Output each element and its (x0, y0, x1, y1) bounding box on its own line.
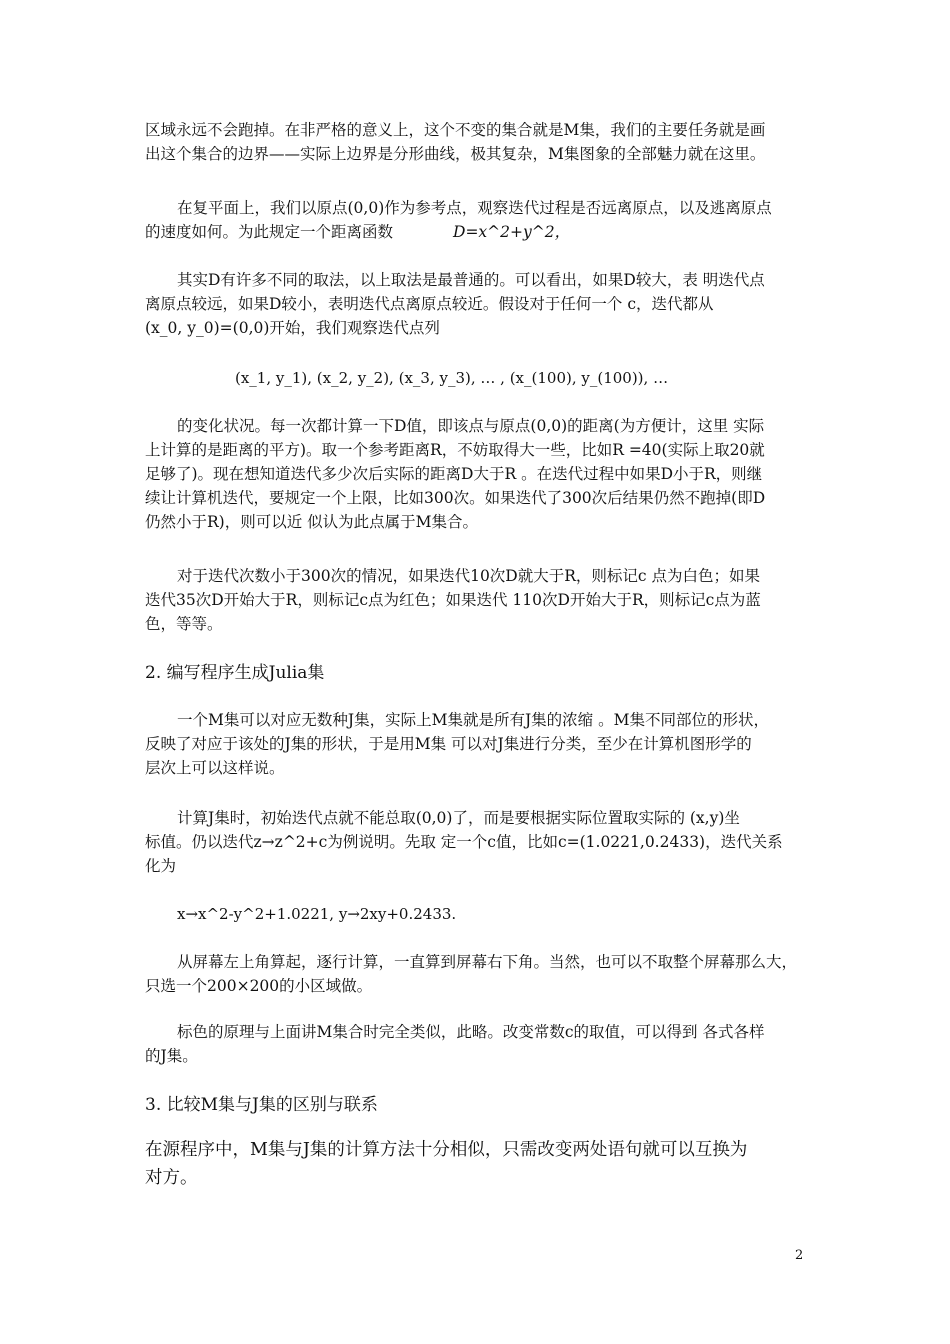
paragraph-intro (145, 118, 810, 166)
text-line: 续让计算机迭代，要规定一个上限，比如300次。如果迭代了300次后结果仍然不跑掉(即D (145, 489, 766, 507)
paragraph-distance-function (145, 196, 810, 244)
paragraph-j-coloring (145, 1020, 810, 1068)
text-line: 仍然小于R)，则可以近 似认为此点属于M集合。 (145, 513, 479, 531)
paragraph-m-and-j (145, 708, 810, 780)
text-line: 标值。仍以迭代z→z^2+c为例说明。先取 定一个c值，比如c=(1.0221,0.2433)，迭代关系 (145, 833, 783, 851)
paragraph-distance-choice (145, 268, 810, 340)
text-line: 的J集。 (145, 1047, 198, 1065)
text-line: 在复平面上，我们以原点(0,0)作为参考点，观察迭代过程是否远离原点，以及逃离原点 (177, 199, 772, 217)
text-line: 足够了)。现在想知道迭代多少次后实际的距离D大于R 。在迭代过程中如果D小于R，则继 (145, 465, 763, 483)
text-line: 色，等等。 (145, 615, 223, 633)
paragraph-coloring (145, 564, 810, 636)
text-fragment: 的速度如何。为此规定一个距离函数 (145, 223, 394, 241)
text-line: 区域永远不会跑掉。在非严格的意义上，这个不变的集合就是M集，我们的主要任务就是画 (145, 121, 766, 139)
text-line: (x_0, y_0)=(0,0)开始，我们观察迭代点列 (145, 319, 440, 337)
distance-formula: D=x^2+y^2， (453, 223, 571, 241)
text-line (145, 220, 810, 244)
text-line: 离原点较远，如果D较小，表明迭代点离原点较近。假设对于任何一个 c，迭代都从 (145, 295, 714, 313)
text-line: 化为 (145, 857, 177, 875)
text-line: 的变化状况。每一次都计算一下D值，即该点与原点(0,0)的距离(为方便计，这里 实际 (177, 417, 765, 435)
paragraph-iteration-limit (145, 414, 810, 534)
text-line: 只选一个200×200的小区域做。 (145, 977, 373, 995)
text-line: 在源程序中，M集与J集的计算方法十分相似，只需改变两处语句就可以互换为 (145, 1140, 748, 1160)
page-number: 2 (795, 1248, 804, 1263)
paragraph-screen-scan (145, 950, 810, 998)
section-heading-2: 2. 编写程序生成Julia集 (145, 663, 325, 683)
section-heading-3: 3. 比较M集与J集的区别与联系 (145, 1095, 378, 1115)
text-line: 对方。 (145, 1168, 198, 1188)
text-line: 出这个集合的边界——实际上边界是分形曲线，极其复杂，M集图象的全部魅力就在这里。 (145, 145, 766, 163)
iteration-sequence: (x_1, y_1), (x_2, y_2), (x_3, y_3), … , (x_(100), y_(100)), … (235, 369, 669, 387)
text-line: 一个M集可以对应无数种J集，实际上M集就是所有J集的浓缩 。M集不同部位的形状， (177, 711, 769, 729)
text-line: 迭代35次D开始大于R，则标记c点为红色；如果迭代 110次D开始大于R，则标记c点为蓝 (145, 591, 761, 609)
paragraph-source-code (145, 1136, 810, 1192)
text-line: 从屏幕左上角算起，逐行计算，一直算到屏幕右下角。当然，也可以不取整个屏幕那么大， (177, 953, 798, 971)
text-line: 计算J集时，初始迭代点就不能总取(0,0)了，而是要根据实际位置取实际的 (x,y)坐 (177, 809, 740, 827)
text-line: 标色的原理与上面讲M集合时完全类似，此略。改变常数c的取值，可以得到 各式各样 (177, 1023, 765, 1041)
text-line: 其实D有许多不同的取法，以上取法是最普通的。可以看出，如果D较大，表 明迭代点 (177, 271, 765, 289)
text-line: 层次上可以这样说。 (145, 759, 285, 777)
text-line: 对于迭代次数小于300次的情况，如果迭代10次D就大于R，则标记c 点为白色；如果 (177, 567, 761, 585)
iteration-formula: x→x^2-y^2+1.0221, y→2xy+0.2433. (177, 905, 457, 923)
text-line: 反映了对应于该处的J集的形状，于是用M集 可以对J集进行分类，至少在计算机图形学的 (145, 735, 752, 753)
paragraph-compute-j (145, 806, 810, 878)
text-line: 上计算的是距离的平方)。取一个参考距离R，不妨取得大一些，比如R =40(实际上取20就 (145, 441, 765, 459)
